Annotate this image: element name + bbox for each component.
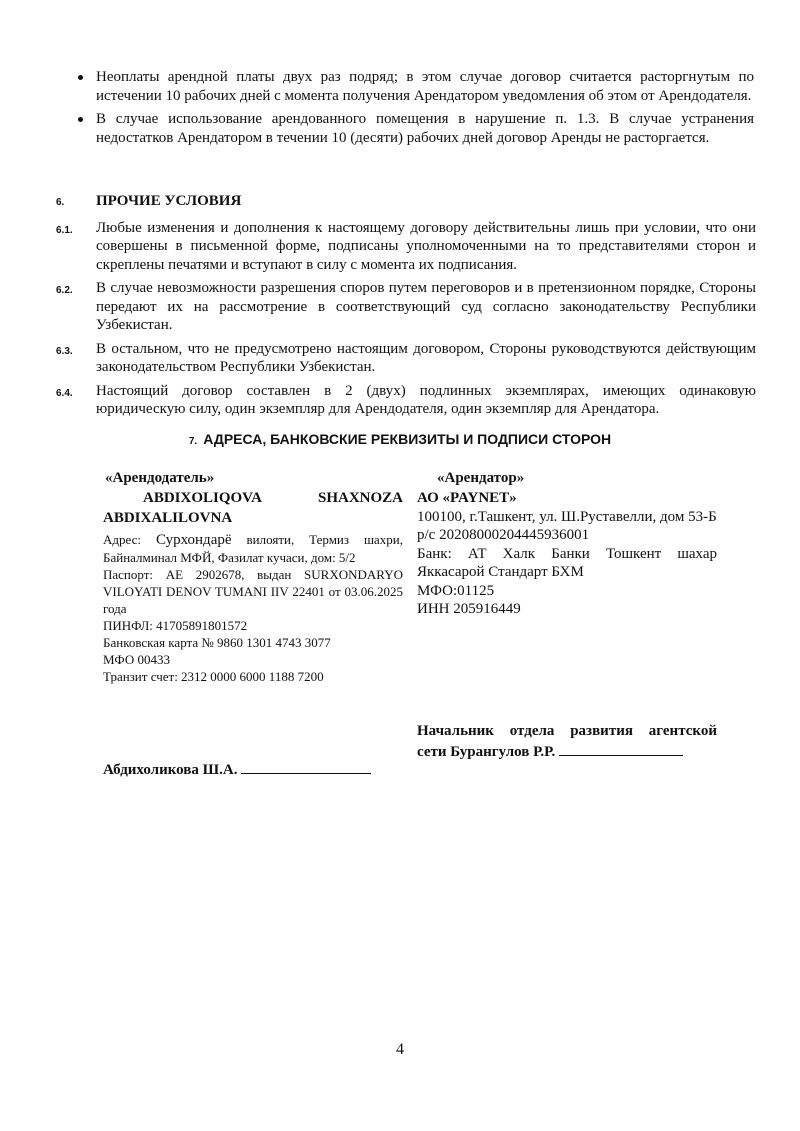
landlord-name-line1: ABDIXOLIQOVA SHAXNOZA [143, 489, 403, 506]
tenant-signatory-title: Начальник отдела развития агентской [417, 723, 717, 739]
landlord-signatory-name: Абдихоликова Ш.А. [103, 762, 238, 778]
landlord-name-line2: ABDIXALILOVNA [103, 509, 233, 526]
tenant-mfo: МФО:01125 [417, 582, 495, 599]
bullet-icon [78, 75, 83, 80]
page-number: 4 [396, 1041, 404, 1058]
tenant-signatory-name: сети Бурангулов Р.Р. [417, 744, 556, 760]
clause [56, 382, 756, 419]
list-item [74, 68, 754, 105]
signature-line [241, 759, 371, 774]
clause-text: Настоящий договор составлен в 2 (двух) подлинных экземплярах, имеющих одинаковую юридическую силу, один экземпляр для Арендодателя, один экземпляр для Арендатора. [96, 382, 756, 417]
landlord-details [103, 469, 403, 685]
section-title: ПРОЧИЕ УСЛОВИЯ [96, 193, 242, 209]
address-region: Сурхондарё [155, 531, 232, 548]
tenant-signature [417, 722, 717, 762]
clause-number: 6.4. [56, 387, 73, 399]
clause [56, 340, 756, 377]
bullet-text: Неоплаты арендной платы двух раз подряд; в этом случае договор считается расторгнутым по истечении 10 рабочих дней с момента получения Арендатором уведомления об этом от Арендодателя. [96, 69, 754, 104]
landlord-signature [103, 759, 403, 780]
tenant-label: «Арендатор» [437, 470, 525, 486]
tenant-address: 100100, г.Ташкент, ул. Ш.Руставелли, дом 53-Б [417, 508, 717, 525]
tenant-details [417, 469, 717, 619]
list-item [74, 110, 754, 147]
section-other-conditions [56, 192, 756, 424]
bullet-list [74, 68, 754, 152]
landlord-transit: Транзит счет: 2312 0000 6000 1188 7200 [103, 668, 324, 684]
clause-text: В остальном, что не предусмотрено настоящим договором, Стороны руководствуются действующим законодательством Республики Узбекистан. [96, 340, 756, 375]
landlord-passport: Паспорт: АЕ 2902678, выдан SURXONDARYO VILOYATI DENOV TUMANI IIV 22401 от 03.06.2025 года [103, 566, 403, 616]
bullet-icon [78, 117, 83, 122]
clause-number: 6.3. [56, 345, 73, 357]
clause [56, 219, 756, 275]
tenant-bank: Банк: АТ Халк Банки Тошкент шахар Яккасарой Стандарт БХМ [417, 545, 717, 580]
tenant-name: АО «PAYNET» [417, 489, 517, 506]
address-prefix: Адрес: [103, 531, 156, 547]
section-title: АДРЕСА, БАНКОВСКИЕ РЕКВИЗИТЫ И ПОДПИСИ СТОРОН [203, 431, 612, 447]
section-heading-addresses [0, 431, 800, 447]
landlord-label: «Арендодатель» [105, 470, 215, 486]
clause-text: В случае невозможности разрешения споров путем переговоров и в претензионном порядке, Стороны передают их на рассмотрение в соответствующий суд согласно законодательству Республики Узбекистан. [96, 280, 756, 333]
clause [56, 279, 756, 335]
clause-number: 6.2. [56, 285, 73, 296]
bullet-text: В случае использование арендованного помещения в нарушение п. 1.3. В случае устранения недостатков Арендатором в течении 10 (десяти) рабочих дней договор Аренды не расторгается. [96, 111, 754, 146]
landlord-card: Банковская карта № 9860 1301 4743 3077 [103, 634, 331, 650]
section-number: 7. [188, 436, 198, 447]
clause-text: Любые изменения и дополнения к настоящему договору действительны лишь при условии, что они совершены в письменной форме, подписаны уполномоченными на то представителями сторон и скреплены печатями и вступают в силу с момента их подписания. [96, 219, 756, 273]
landlord-pinfl: ПИНФЛ: 41705891801572 [103, 617, 248, 633]
clause-number: 6.1. [56, 224, 73, 236]
tenant-inn: ИНН 205916449 [417, 601, 521, 617]
tenant-signatory-name-row [417, 741, 717, 762]
address-rest: вилояти, Термиз шахри, Байналминал МФЙ, Фазилат кучаси, дом: 5/2 [103, 531, 403, 565]
signature-line [559, 741, 683, 756]
tenant-account: р/с 20208000204445936001 [417, 527, 590, 543]
section-heading [56, 192, 756, 213]
section-number: 6. [56, 197, 65, 208]
landlord-address [103, 531, 403, 566]
landlord-mfo: МФО 00433 [103, 651, 170, 667]
